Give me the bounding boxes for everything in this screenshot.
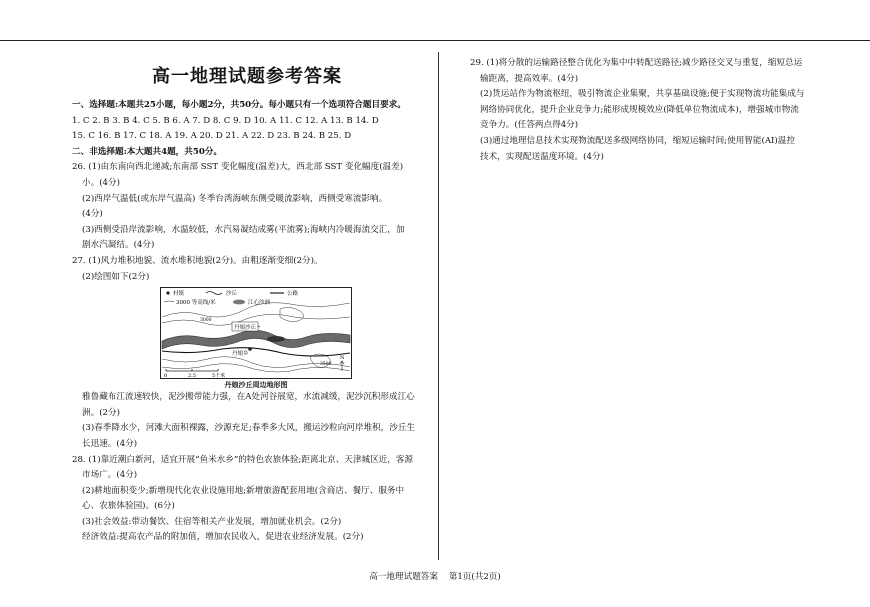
q27-line-1: 27. (1)风力堆积地貌、流水堆积地貌(2分)。由粗逐渐变细(2分)。 — [72, 255, 323, 266]
terrain-map — [160, 287, 352, 379]
river-island — [267, 336, 285, 342]
q28-line-1: 28. (1)靠近潮白新河，适宜开展“鱼米水乡”的特色农旅体验;距离北京、天津城区近，客源 — [72, 454, 414, 465]
top-rule — [0, 40, 870, 41]
legend-road: 公路 — [287, 291, 299, 298]
q27-line-6: 长迅速。(4分) — [82, 438, 138, 449]
section2-heading: 二、非选择题:本大题共4题，共50分。 — [72, 146, 223, 157]
north-label: N — [340, 355, 345, 362]
q28-line-5: (3)社会效益:带动餐饮、住宿等相关产业发展，增加就业机会。(2分) — [82, 516, 342, 527]
left-column — [72, 60, 422, 546]
q29-line-2: 输距离，提高效率。(4分) — [480, 73, 579, 84]
q26-line-4: (4分) — [82, 209, 103, 220]
q28-line-4: 心、农旅体验园)。(6分) — [82, 501, 175, 512]
q27-line-4: 洲。(2分) — [82, 407, 120, 418]
village-icon — [166, 292, 169, 295]
q27-line-2: (2)绘图如下(2分) — [82, 271, 150, 282]
legend-contour: 3000 等高线/米 — [176, 300, 216, 307]
q29-line-3: (2)货运站作为物流枢纽，吸引物流企业集聚，共享基础设施;便于实现物流功能集成与 — [480, 89, 805, 100]
right-column — [470, 56, 805, 165]
column-divider — [438, 52, 439, 560]
q26-line-2: 小。(4分) — [82, 177, 120, 188]
map-caption: 丹娘沙丘周边地形图 — [224, 380, 288, 390]
island-icon — [233, 300, 245, 305]
answers-row-1: 1. C 2. B 3. B 4. C 5. B 6. A 7. D 8. C 9. D 10. A 11. C 12. A 13. B 14. D — [72, 115, 379, 126]
q26-line-5: (3)西侧受沿岸流影响，水温较低，水汽易凝结成雾(平流雾);海峡内冷暖海流交汇，加 — [82, 224, 405, 235]
label-town: 丹娘乡 — [232, 351, 249, 358]
q26-line-3: (2)西岸气温低(或东岸气温高) 冬季台湾海峡东侧受暖流影响，西侧受寒流影响。 — [82, 193, 388, 204]
q28-line-6: 经济效益:提高农产品的附加值，增加农民收入，促进农业经济发展。(2分) — [82, 532, 364, 543]
answers-row-2: 15. C 16. B 17. C 18. A 19. A 20. D 21. A 22. D 23. B 24. B 25. D — [72, 131, 352, 142]
q29-line-5: 竞争力。(任答两点得4分) — [480, 120, 579, 131]
q26-line-6: 剧水汽凝结。(4分) — [82, 240, 155, 251]
scale-0: 0 — [164, 373, 168, 380]
contour-label-2: 3500 — [320, 362, 332, 368]
contour-label-1: 3000 — [200, 318, 212, 324]
scale-2: 5千米 — [212, 373, 226, 380]
legend-dune: 沙丘 — [226, 291, 238, 298]
page-title: 高一地理试题参考答案 — [152, 66, 342, 87]
q26-line-1: 26. (1)由东南向西北递减;东南部 SST 变化幅度(温差)大，西北部 SST 变化幅度(温差) — [72, 162, 404, 173]
q27-line-5: (3)春季降水少，河滩大面积裸露，沙源充足;春季多大风，搬运沙粒向河岸堆积，沙丘生 — [82, 423, 416, 434]
label-dune: 丹娘沙丘 — [234, 325, 257, 332]
q29-line-6: (3)通过地理信息技术实现物流配送多级网络协同，缩短运输时间;使用智能(AI)温控 — [480, 135, 795, 146]
q29-line-1: 29. (1)将分散的运输路径整合优化为集中中转配送路径;减少路径交叉与重复，缩短总运 — [470, 58, 803, 68]
q28-line-3: (2)耕地面积变少;新增现代化农业设施用地;新增旅游配套用地(含商店、餐厅、服务中 — [82, 485, 405, 496]
section1-heading: 一、选择题:本题共25小题，每小题2分，共50分。每小题只有一个选项符合题目要求。 — [72, 100, 406, 110]
legend-island: 江心沙洲 — [248, 300, 271, 307]
footer-page-number: 第1页(共2页) — [448, 572, 501, 582]
q27-line-3: 雅鲁藏布江流速较快，泥沙搬带能力强，在A处河谷展宽，水流减缓，泥沙沉积形成江心 — [82, 392, 415, 403]
page-footer — [0, 570, 870, 582]
q29-line-7: 技术，实现配送温度环境。(4分) — [480, 151, 604, 162]
scale-1: 2.5 — [188, 373, 196, 380]
legend-village: 村镇 — [173, 291, 185, 298]
terrain-map-figure — [160, 287, 352, 390]
footer-doc-name: 高一地理试题答案 — [369, 572, 438, 582]
q28-line-2: 市场广。(4分) — [82, 470, 138, 481]
q29-line-4: 网络协同优化，提升企业竞争力;能形成规模效应(降低单位物流成本)，增强城市物流 — [480, 104, 799, 115]
